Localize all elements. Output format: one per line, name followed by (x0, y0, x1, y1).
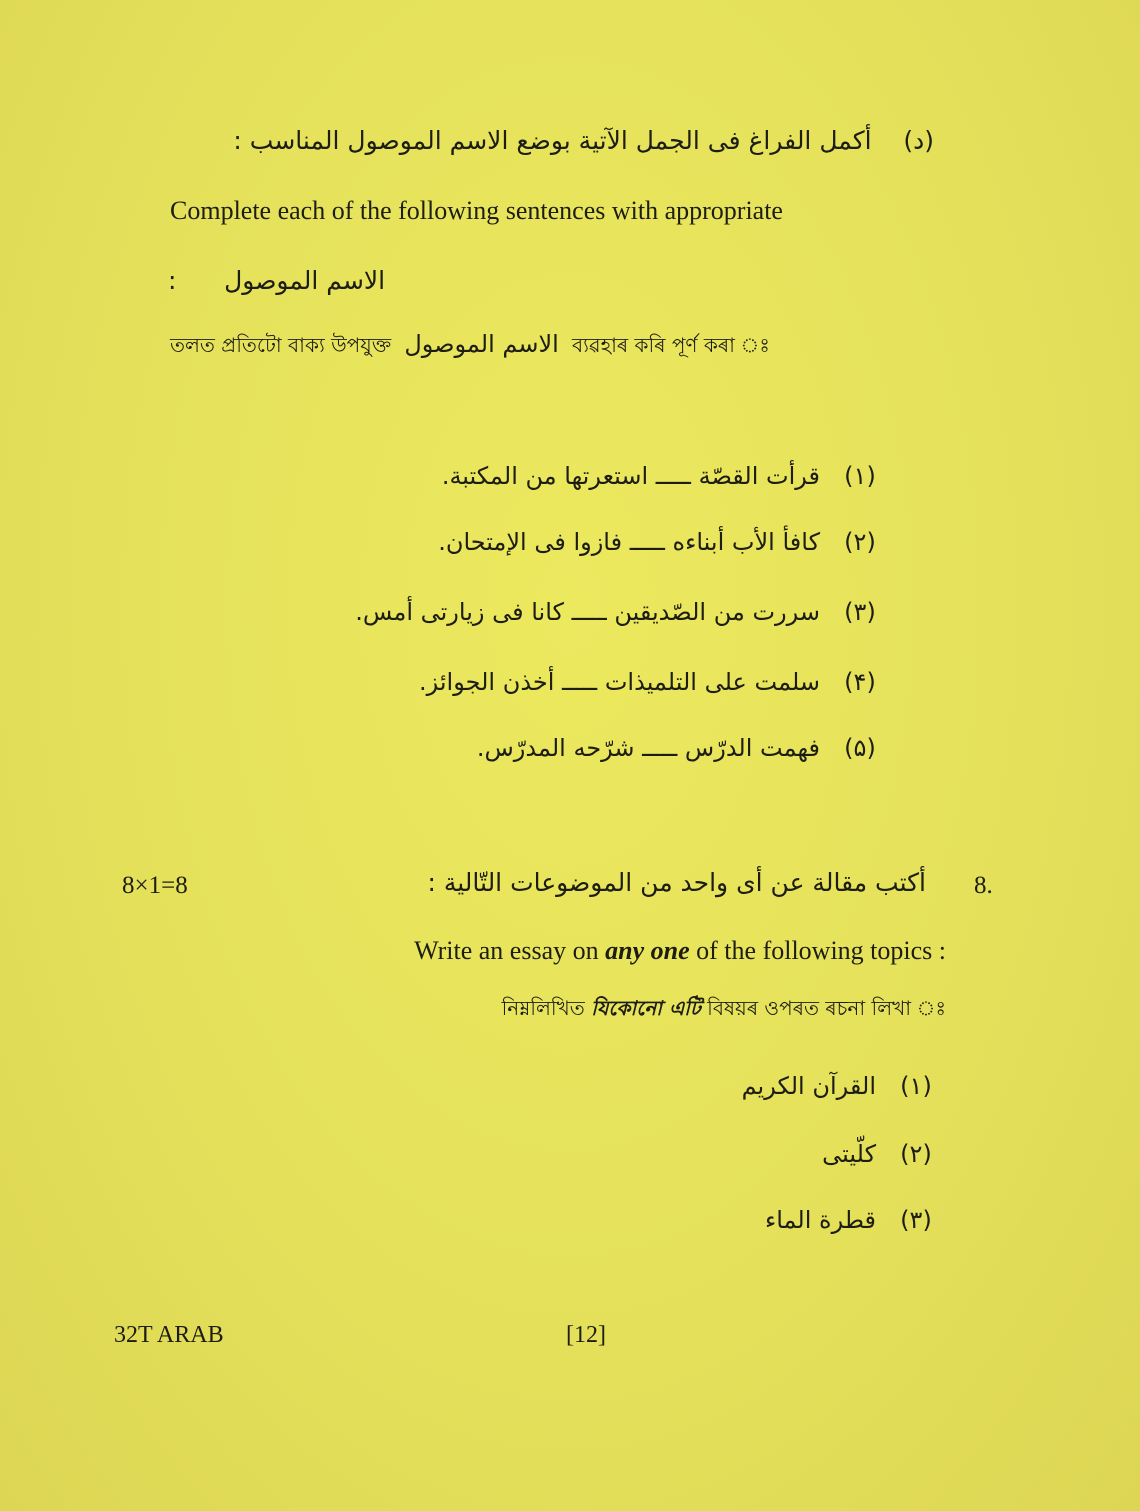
q8-english-instruction (414, 936, 946, 966)
section-d-term: الاسم الموصول (224, 266, 386, 295)
section-d-english-term-line (168, 266, 385, 295)
footer-code: 32T ARAB (114, 1322, 224, 1348)
q8-assamese-instruction (502, 994, 946, 1027)
section-d-term-colon: : (168, 266, 177, 295)
q8-english-emphasis: any one (605, 936, 690, 965)
topic-number: (٢) (900, 1140, 932, 1168)
sentence-number: (٣) (844, 598, 876, 626)
sentence-text: فهمت الدرّس ـــــ شرّحه المدرّس. (476, 734, 820, 762)
topic-text: القرآن الكريم (741, 1072, 876, 1100)
q8-english-before: Write an essay on (414, 936, 606, 965)
sentence-text: قرأت القصّة ـــــ استعرتها من المكتبة. (441, 462, 820, 490)
q8-english-after: of the following topics : (689, 936, 946, 965)
sentence-number: (٢) (844, 528, 876, 556)
q8-arabic-instruction: أكتب مقالة عن أى واحد من الموضوعات التّالية : (427, 868, 926, 897)
footer-page-number: [12] (566, 1322, 606, 1348)
q8-number: 8. (974, 872, 993, 899)
sentence-number: (۴) (844, 668, 876, 696)
sentence-text: سلمت على التلميذات ـــــ أخذن الجوائز. (418, 668, 820, 696)
sentence-item (477, 734, 878, 762)
topic-text: قطرة الماء (764, 1206, 876, 1234)
sentence-item (419, 668, 878, 696)
q8-assamese-after: বিষয়ৰ ওপৰত ৰচনা লিখা ঃ (700, 996, 946, 1020)
assamese-term: الاسم الموصول (404, 330, 559, 358)
q8-marks: 8×1=8 (122, 872, 188, 899)
section-d-arabic-text: أكمل الفراغ فى الجمل الآتية بوضع الاسم الموصول المناسب : (233, 126, 872, 155)
sentence-number: (١) (844, 462, 876, 490)
topic-item (822, 1140, 934, 1168)
q8-assamese-before: নিম্নলিখিত (501, 996, 592, 1020)
topic-number: (٣) (900, 1206, 932, 1234)
assamese-before: তলত প্ৰতিটো বাক্য উপযুক্ত (170, 333, 392, 357)
assamese-after: ব্যৱহাৰ কৰি পূৰ্ণ কৰা ঃ (571, 333, 770, 357)
topic-item (765, 1206, 934, 1234)
section-d-label: (د) (903, 126, 934, 155)
section-d-english-instruction: Complete each of the following sentences with appropriate (170, 196, 783, 225)
topic-item (742, 1072, 934, 1100)
topic-text: كلّيتى (822, 1140, 876, 1168)
q8-assamese-emphasis: যিকোনো এটি (591, 996, 701, 1020)
section-d-arabic-instruction (233, 126, 934, 155)
topic-number: (١) (900, 1072, 932, 1100)
section-d-assamese-instruction (170, 330, 770, 364)
sentence-item (355, 598, 878, 626)
sentence-number: (۵) (844, 734, 876, 762)
sentence-text: كافأ الأب أبناءه ـــــ فازوا فى الإمتحان. (438, 528, 820, 556)
sentence-item (438, 528, 878, 556)
sentence-text: سررت من الصّديقين ـــــ كانا فى زيارتى أمس. (355, 598, 820, 626)
sentence-item (442, 462, 878, 490)
